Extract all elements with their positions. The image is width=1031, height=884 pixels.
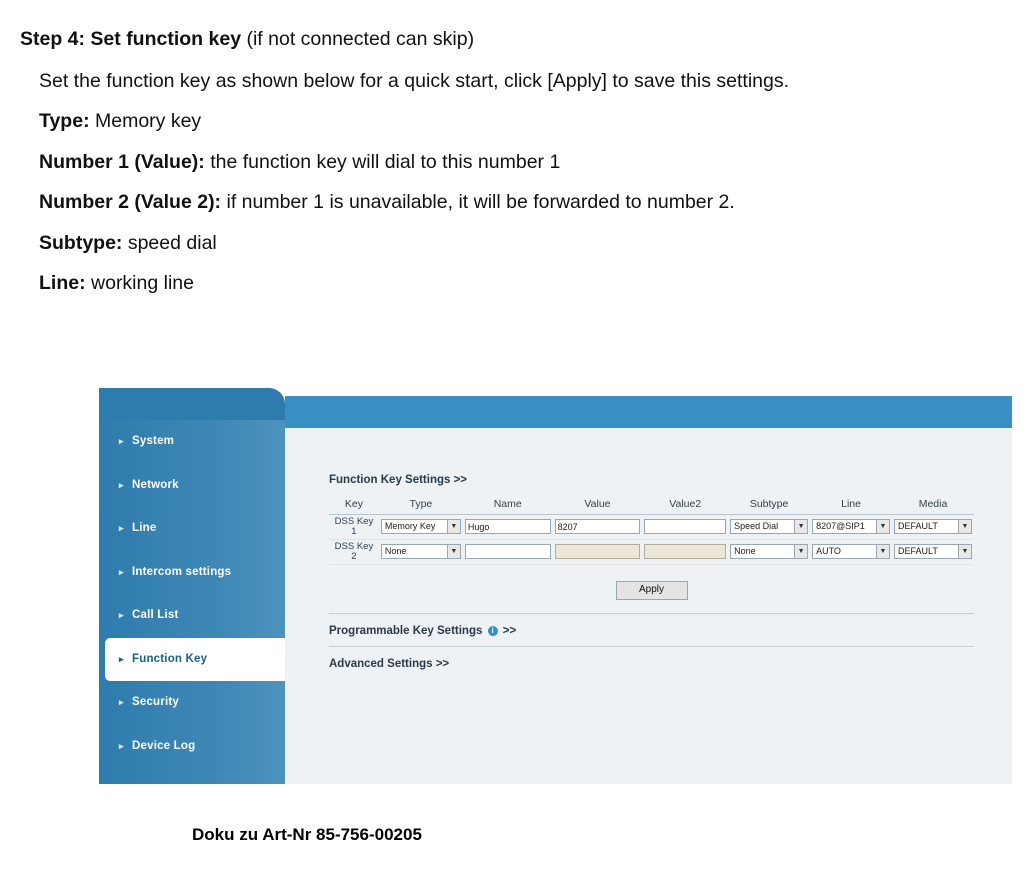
table-header-row [329, 495, 974, 515]
chevron-right-icon: ▸ [119, 610, 124, 620]
column-header-name: Name [463, 495, 553, 515]
chevron-right-icon: ▸ [119, 479, 124, 490]
sidebar-item-call-list[interactable] [99, 594, 285, 638]
instruction-line-step4 [20, 30, 1031, 50]
dss-key-1-subtype-cell [728, 515, 810, 540]
dss-key-2-name-cell [463, 539, 553, 564]
sidebar [99, 420, 285, 784]
sidebar-item-function-key[interactable] [105, 638, 285, 682]
apply-row [329, 579, 974, 600]
dss-key-2-media-cell [892, 539, 974, 564]
content-area [285, 428, 1012, 784]
programmable-key-label: Programmable Key Settings [329, 624, 483, 637]
dss-key-1-media-value: DEFAULT [898, 521, 938, 532]
column-header-type: Type [379, 495, 463, 515]
column-header-value: Value [553, 495, 643, 515]
dss-key-2-type-value: None [384, 546, 407, 557]
advanced-settings-heading[interactable]: Advanced Settings >> [329, 657, 450, 670]
instruction-line-number2 [39, 193, 1031, 213]
dss-key-2-value-input[interactable] [555, 544, 641, 559]
chevron-right-icon: ▸ [119, 566, 124, 577]
chevron-down-icon: ▼ [958, 520, 971, 533]
instruction-line-intro [39, 69, 1031, 92]
number1-label: Number 1 (Value): [39, 150, 205, 173]
dss-key-2-type-cell [379, 539, 463, 564]
sidebar-item-label: Intercom settings [132, 565, 232, 578]
sidebar-item-network[interactable] [99, 464, 285, 508]
instruction-line-line [39, 274, 1031, 294]
column-header-media: Media [892, 495, 974, 515]
dss-key-2-media-value: DEFAULT [898, 546, 938, 557]
column-header-value2: Value2 [642, 495, 728, 515]
dss-key-1-name-input[interactable] [465, 519, 551, 534]
apply-button[interactable]: Apply [616, 581, 688, 600]
number1-value: the function key will dial to this number 1 [204, 150, 561, 173]
column-header-key: Key [329, 495, 379, 515]
instruction-line-type [39, 112, 1031, 132]
chevron-down-icon: ▼ [447, 520, 460, 533]
programmable-key-suffix: >> [502, 624, 517, 637]
dss-key-1-media-cell [892, 515, 974, 540]
divider [329, 613, 974, 614]
dss-key-1-line-cell [810, 515, 892, 540]
dss-key-1-label: DSS Key 1 [329, 515, 379, 540]
chevron-down-icon: ▼ [958, 545, 971, 558]
dss-key-2-line-cell [810, 539, 892, 564]
dss-key-2-subtype-cell [728, 539, 810, 564]
sidebar-item-system[interactable] [99, 420, 285, 464]
table-row [329, 515, 974, 540]
sidebar-item-label: Security [132, 696, 179, 708]
chevron-right-icon: ▸ [119, 697, 124, 707]
dss-key-1-line-select[interactable] [812, 519, 890, 534]
step4-title: Step 4: Set function key [20, 28, 242, 50]
dss-key-1-type-cell [379, 515, 463, 540]
dss-key-2-name-input[interactable] [465, 544, 551, 559]
dss-key-2-value2-input[interactable] [644, 544, 726, 559]
dss-key-1-subtype-select[interactable] [730, 519, 808, 534]
function-key-table [329, 495, 974, 565]
sidebar-item-label: Network [132, 478, 179, 491]
line-value: working line [85, 272, 194, 294]
logo-panel [99, 388, 285, 420]
line-label: Line: [39, 272, 86, 294]
table-row [329, 539, 974, 564]
sidebar-item-line[interactable] [99, 507, 285, 551]
column-header-subtype: Subtype [728, 495, 810, 515]
chevron-right-icon: ▸ [119, 653, 124, 664]
dss-key-2-subtype-value: None [734, 546, 756, 557]
dss-key-2-label: DSS Key 2 [329, 539, 379, 564]
subtype-label: Subtype: [39, 231, 123, 254]
dss-key-1-type-value: Memory Key [384, 521, 436, 532]
dss-key-2-value2-cell [642, 539, 728, 564]
dss-key-1-type-select[interactable] [381, 519, 461, 534]
type-label: Type: [39, 110, 90, 132]
number2-label: Number 2 (Value 2): [39, 191, 222, 213]
divider [329, 646, 974, 647]
info-icon[interactable]: i [488, 626, 498, 636]
sidebar-item-label: Function Key [132, 652, 208, 665]
chevron-right-icon: ▸ [119, 436, 124, 446]
dss-key-1-value2-cell [642, 515, 728, 540]
intro-text: Set the function key as shown below for a quick start, click [Apply] to save this settings. [39, 69, 790, 92]
type-value: Memory key [89, 110, 202, 132]
chevron-down-icon: ▼ [876, 545, 889, 558]
programmable-key-settings-heading[interactable] [329, 625, 974, 637]
dss-key-2-line-select[interactable] [812, 544, 890, 559]
instruction-text-block [0, 30, 1031, 315]
dss-key-2-media-select[interactable] [894, 544, 972, 559]
dss-key-1-subtype-value: Speed Dial [734, 521, 779, 532]
chevron-right-icon: ▸ [119, 523, 124, 533]
sidebar-item-label: Call List [132, 609, 179, 621]
number2-value: if number 1 is unavailable, it will be forwarded to number 2. [221, 191, 735, 213]
sidebar-item-label: Line [132, 522, 157, 534]
dss-key-1-media-select[interactable] [894, 519, 972, 534]
instruction-line-subtype [39, 231, 1031, 254]
chevron-down-icon: ▼ [876, 520, 889, 533]
dss-key-1-line-value: 8207@SIP1 [816, 521, 865, 532]
instruction-line-number1 [39, 150, 1031, 173]
sidebar-item-intercom-settings[interactable] [99, 551, 285, 595]
dss-key-2-subtype-select[interactable] [730, 544, 808, 559]
step4-note: (if not connected can skip) [241, 28, 475, 50]
footer-text: Doku zu Art-Nr 85-756-00205 [192, 825, 422, 844]
sidebar-item-device-log[interactable] [99, 725, 285, 769]
chevron-down-icon: ▼ [794, 520, 807, 533]
chevron-down-icon: ▼ [447, 545, 460, 558]
chevron-right-icon: ▸ [119, 740, 124, 751]
function-key-settings-heading: Function Key Settings >> [329, 474, 468, 486]
sidebar-item-security[interactable] [99, 681, 285, 725]
phone-web-ui-screenshot [99, 388, 1012, 784]
dss-key-1-name-cell [463, 515, 553, 540]
sidebar-item-label: Device Log [132, 739, 196, 752]
column-header-line: Line [810, 495, 892, 515]
dss-key-1-value-cell [553, 515, 643, 540]
dss-key-1-value-input[interactable] [555, 519, 641, 534]
dss-key-2-value-cell [553, 539, 643, 564]
dss-key-2-type-select[interactable] [381, 544, 461, 559]
dss-key-2-line-value: AUTO [816, 546, 841, 557]
sidebar-item-label: System [132, 435, 175, 447]
dss-key-1-value2-input[interactable] [644, 519, 726, 534]
subtype-value: speed dial [122, 231, 217, 254]
chevron-down-icon: ▼ [794, 545, 807, 558]
header-blue-strip [285, 396, 1012, 428]
